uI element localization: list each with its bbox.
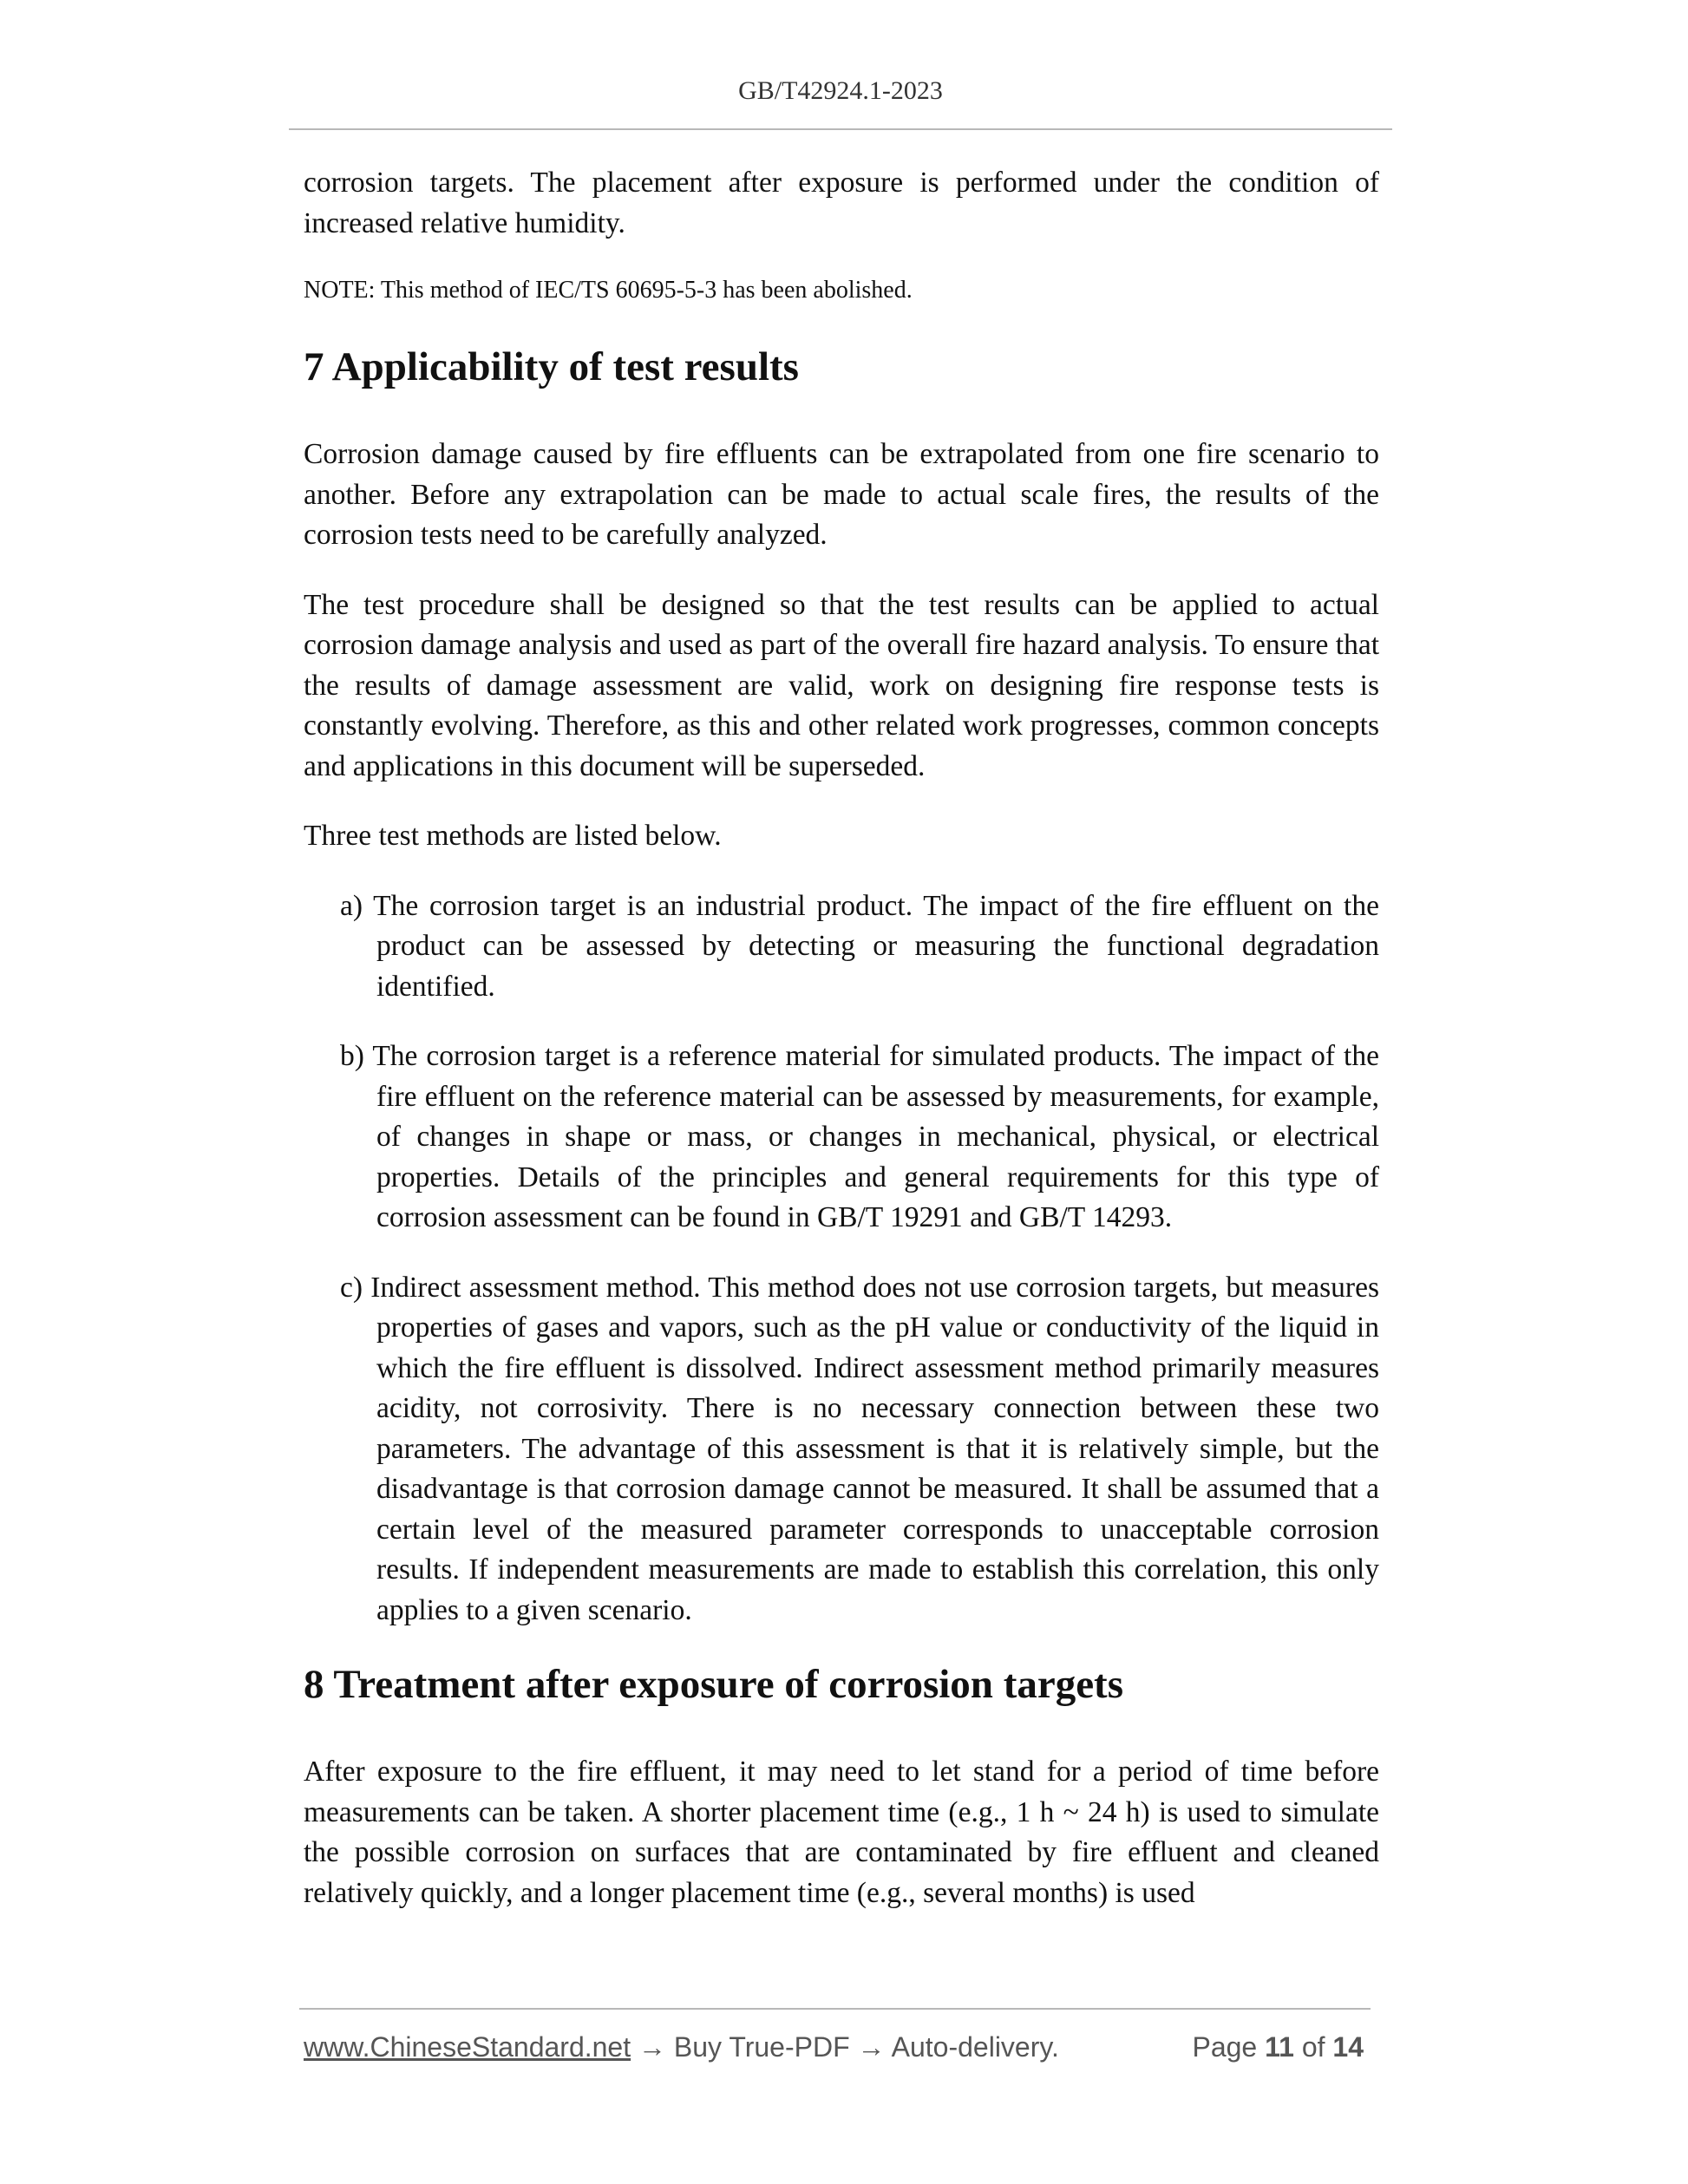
test-method-list (304, 886, 1379, 1631)
note-text: NOTE: This method of IEC/TS 60695-5-3 has been abolished. (304, 277, 913, 304)
list-marker: c) (340, 1271, 363, 1304)
list-item (340, 1268, 1379, 1631)
section-8-heading: 8 Treatment after exposure of corrosion targets (304, 1662, 1124, 1707)
page-of-label: of (1301, 2031, 1325, 2063)
list-item (340, 886, 1379, 1008)
page-footer (304, 2031, 1371, 2073)
list-marker: b) (340, 1040, 364, 1072)
section-7-heading: 7 Applicability of test results (304, 344, 799, 389)
continued-paragraph: corrosion targets. The placement after exposure is performed under the condition of increased relative humidity. (304, 167, 1379, 239)
website-link[interactable]: www.ChineseStandard.net (304, 2031, 631, 2063)
list-item-text: The corrosion target is a reference material for simulated products. The impact of the fire effluent on the reference material can be assessed by measurements, for example, of changes in shape or mass, or changes in mechanical, physical, or electrical properties. Details of the principles and general requirements for this type of corrosion assessment can be found in GB/T 19291 and GB/T 14293. (372, 1040, 1379, 1233)
list-marker: a) (340, 889, 363, 922)
section-8-paragraph: After exposure to the fire effluent, it may need to let stand for a period of time before measurements can be taken. A shorter placement time (e.g., 1 h ~ 24 h) is used to simulate the possible corrosion on surfaces that are contaminated by fire effluent and cleaned relatively quickly, and a longer placement time (e.g., several months) is used (304, 1756, 1379, 1909)
page-number (1192, 2031, 1364, 2063)
list-item (340, 1036, 1379, 1239)
section-7-paragraph-3: Three test methods are listed below. (304, 820, 722, 852)
page-header: GB/T42924.1-2023 (738, 76, 943, 105)
footer-promo-text: → Buy True-PDF → Auto-delivery. (631, 2031, 1059, 2063)
page-label: Page (1192, 2031, 1258, 2063)
list-item-text: The corrosion target is an industrial product. The impact of the fire effluent on the product can be assessed by detecting or measuring the functional degradation identified. (373, 889, 1379, 1003)
section-7-paragraph-1: Corrosion damage caused by fire effluents can be extrapolated from one fire scenario to another. Before any extrapolation can be made to actual scale fires, the results of the corrosion tests need to be carefully analyzed. (304, 438, 1379, 551)
section-7-paragraph-2: The test procedure shall be designed so that the test results can be applied to actual corrosion damage analysis and used as part of the overall fire hazard analysis. To ensure that the results of damage assessment are valid, work on designing fire response tests is constantly evolving. Therefore, as this and other related work progresses, common concepts and applications in this document will be superseded. (304, 588, 1379, 782)
footer-divider (299, 2008, 1371, 2010)
list-item-text: Indirect assessment method. This method does not use corrosion targets, but measures properties of gases and vapors, such as the pH value or conductivity of the liquid in which the fire effluent is dissolved. Indirect assessment method primarily measures acidity, not corrosivity. There is no necessary connection between these two parameters. The advantage of this assessment is that it is relatively simple, but the disadvantage is that corrosion damage cannot be measured. It shall be assumed that a certain level of the measured parameter corresponds to unacceptable corrosion results. If independent measurements are made to establish this correlation, this only applies to a given scenario. (370, 1271, 1379, 1626)
current-page: 11 (1265, 2031, 1294, 2063)
total-pages: 14 (1332, 2031, 1364, 2063)
header-divider (289, 128, 1392, 130)
page-content (304, 163, 1379, 1943)
footer-promo (304, 2031, 1059, 2063)
